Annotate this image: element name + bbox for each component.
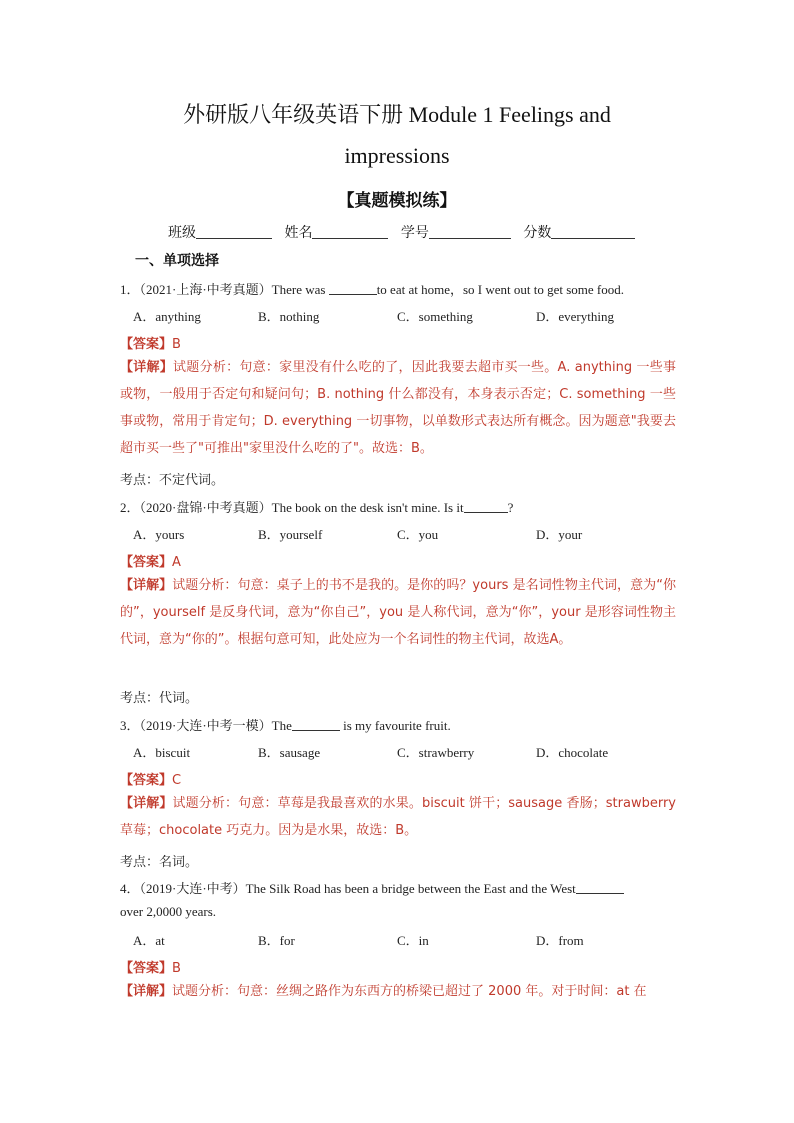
option-d: D．chocolate — [536, 745, 609, 760]
detail-text: 试题分析：句意：家里没有什么吃的了，因此我要去超市买一些。A. anything 一些事或物，一般用于否定句和疑问句；B. nothing 什么都没有，本身表示否定；C. something 一些事或物，常用于肯定句；D. everything 一切事物，以单数形式表达所有概念。因为题意"我要去超市买一些了"可推出"家里没什么吃的了"。故选：B。 — [120, 360, 676, 456]
detail-label: 【详解】 — [120, 796, 173, 811]
answer-value: B — [172, 337, 181, 352]
option-d: D．your — [536, 527, 583, 542]
option-b: B．yourself — [258, 527, 323, 542]
option-d: D．from — [536, 933, 584, 948]
score-blank[interactable] — [551, 224, 635, 239]
answer-blank — [329, 282, 377, 295]
answer-label: 【答案】 — [120, 961, 173, 976]
name-blank[interactable] — [312, 224, 388, 239]
detail-block — [120, 572, 676, 653]
stem-text: to eat at home，so I went out to get some food. — [376, 282, 624, 297]
answer-value: C — [172, 773, 182, 788]
answer-line — [120, 551, 181, 570]
answer-value: B — [172, 961, 181, 976]
stem-text: 4．（2019·大连·中考）The Silk Road has been a bridge between the East and the West — [120, 881, 576, 896]
score-label: 分数 — [523, 225, 552, 241]
stem-text: is my favourite fruit. — [339, 718, 451, 733]
option-c: C．strawberry — [397, 745, 475, 760]
page-title: 外研版八年级英语下册 Module 1 Feelings and — [183, 102, 611, 127]
stem-text: 3．（2019·大连·中考一模）The — [120, 718, 292, 733]
answer-label: 【答案】 — [120, 337, 173, 352]
knowledge-point: 考点：不定代词。 — [120, 473, 225, 488]
section-title: 一、单项选择 — [135, 253, 219, 269]
option-c: C．you — [397, 527, 439, 542]
question-stem — [120, 279, 624, 298]
detail-text: 试题分析：句意：丝绸之路作为东西方的桥梁已超过了 2000 年。对于时间：at 在 — [172, 984, 647, 999]
name-label: 姓名 — [284, 225, 313, 241]
detail-block — [120, 354, 676, 462]
page-subtitle: 【真题模拟练】 — [337, 191, 457, 211]
answer-value: A — [172, 555, 181, 570]
question-stem-continued: over 2,0000 years. — [120, 904, 217, 919]
id-blank[interactable] — [429, 224, 511, 239]
student-info-line — [168, 222, 643, 242]
answer-label: 【答案】 — [120, 555, 173, 570]
answer-label: 【答案】 — [120, 773, 173, 788]
option-b: B．for — [258, 933, 295, 948]
option-c: C．something — [397, 309, 473, 324]
option-a: A．at — [133, 933, 165, 948]
detail-block — [120, 978, 676, 1005]
answer-blank — [576, 881, 624, 894]
option-a: A．yours — [133, 527, 185, 542]
option-a: A．anything — [133, 309, 201, 324]
question-stem — [120, 878, 624, 897]
knowledge-point: 考点：代词。 — [120, 691, 199, 706]
detail-label: 【详解】 — [120, 578, 173, 593]
question-stem — [120, 715, 451, 734]
stem-text: 2．（2020·盘锦·中考真题）The book on the desk isn't mine. Is it — [120, 500, 464, 515]
page-title-continued: impressions — [344, 143, 450, 168]
stem-text: ? — [507, 500, 514, 515]
answer-line — [120, 769, 181, 788]
option-d: D．everything — [536, 309, 614, 324]
answer-blank — [464, 500, 508, 513]
detail-block — [120, 790, 676, 844]
id-label: 学号 — [400, 225, 429, 241]
option-a: A．biscuit — [133, 745, 191, 760]
class-blank[interactable] — [196, 224, 272, 239]
answer-line — [120, 333, 181, 352]
stem-text: 1．（2021·上海·中考真题）There was — [120, 282, 329, 297]
option-c: C．in — [397, 933, 429, 948]
answer-blank — [292, 718, 340, 731]
knowledge-point: 考点：名词。 — [120, 855, 199, 870]
detail-text: 试题分析：句意：草莓是我最喜欢的水果。biscuit 饼干；sausage 香肠；strawberry 草莓；chocolate 巧克力。因为是水果，故选：B。 — [120, 796, 676, 838]
detail-text: 试题分析：句意：桌子上的书不是我的。是你的吗？yours 是名词性物主代词，意为“你的”，yourself 是反身代词，意为“你自己”，you 是人称代词，意为“你”，your 是形容词性物主代词，意为“你的”。根据句意可知，此处应为一个名词性的物主代词，故选A。 — [120, 578, 676, 647]
question-stem — [120, 497, 513, 516]
detail-label: 【详解】 — [120, 360, 174, 375]
detail-label: 【详解】 — [120, 984, 173, 999]
option-b: B．sausage — [258, 745, 321, 760]
option-b: B．nothing — [258, 309, 320, 324]
answer-line — [120, 957, 181, 976]
class-label: 班级 — [168, 225, 196, 241]
